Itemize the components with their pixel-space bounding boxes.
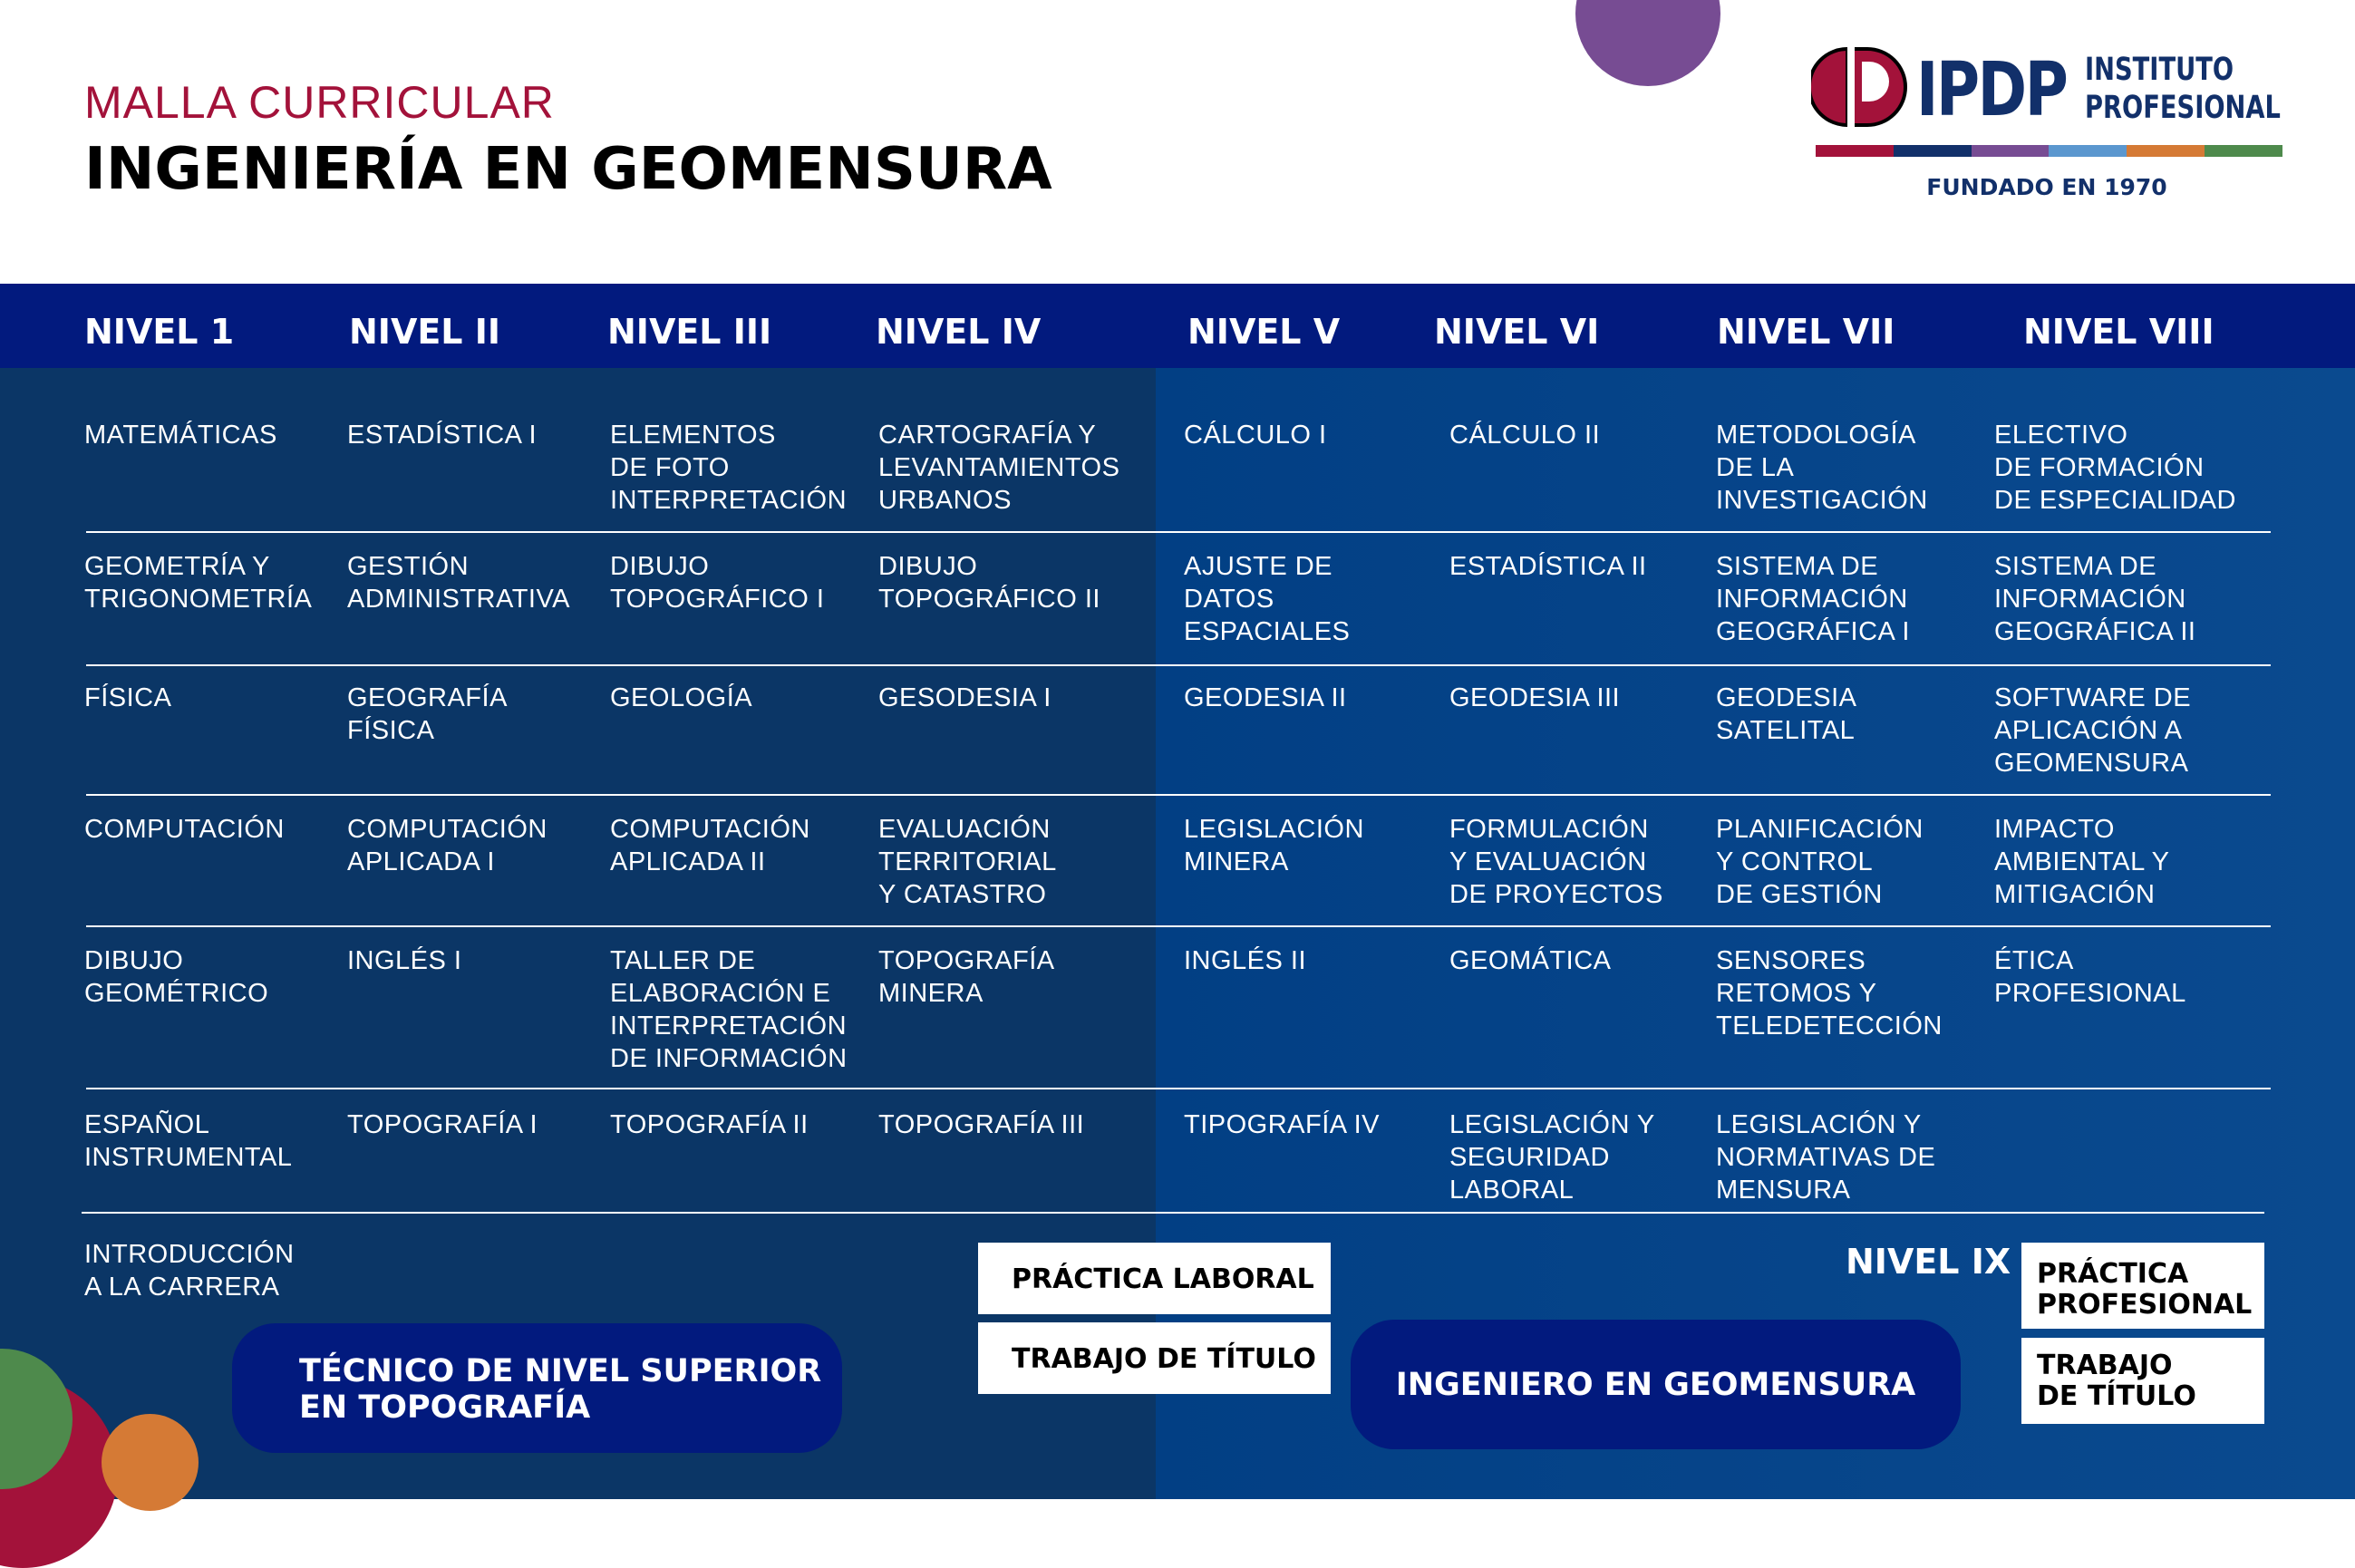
course-cell (84, 813, 285, 846)
course-line: RETOMOS Y (1716, 979, 1877, 1008)
course-cell (1716, 1108, 1935, 1206)
course-line: TOPOGRÁFICO I (610, 585, 825, 614)
logo-stripe-segment (2205, 145, 2282, 157)
course-cell (1449, 1108, 1655, 1206)
box-line: PRÁCTICA (2037, 1258, 2189, 1290)
course-cell (347, 419, 537, 451)
course-line: ELEMENTOS (610, 421, 776, 450)
degree-line: TÉCNICO DE NIVEL SUPERIOR (299, 1353, 822, 1389)
course-cell (347, 682, 508, 747)
course-cell (1994, 550, 2195, 648)
logo-stripe-segment (1894, 145, 1972, 157)
course-line: TOPOGRAFÍA (878, 946, 1055, 975)
course-line: TOPOGRAFÍA II (610, 1110, 809, 1139)
course-line: DATOS (1184, 585, 1274, 614)
course-line: FÍSICA (347, 716, 435, 745)
course-cell (1449, 813, 1663, 911)
course-line: AJUSTE DE (1184, 552, 1333, 581)
course-cell (1716, 682, 1857, 747)
logo-founded-text: FUNDADO EN 1970 (1926, 174, 2167, 200)
course-line: COMPUTACIÓN (610, 815, 810, 844)
course-cell (347, 550, 570, 615)
course-cell (1994, 813, 2170, 911)
course-line: INVESTIGACIÓN (1716, 486, 1928, 515)
course-line: APLICACIÓN A (1994, 716, 2183, 745)
course-line: GESTIÓN (347, 552, 470, 581)
course-cell (1184, 419, 1327, 451)
course-line: EVALUACIÓN (878, 815, 1051, 844)
course-line: DE GESTIÓN (1716, 880, 1883, 909)
course-line: ADMINISTRATIVA (347, 585, 570, 614)
course-line: TRIGONOMETRÍA (84, 585, 313, 614)
course-cell (878, 419, 1119, 517)
course-cell (84, 550, 312, 615)
course-cell (1994, 944, 2186, 1010)
box-line: TRABAJO (2037, 1350, 2173, 1381)
course-cell (1184, 813, 1364, 878)
course-intro (84, 1238, 295, 1303)
course-line: GEOGRÁFICA I (1716, 617, 1910, 646)
level-header-1: NIVEL 1 (84, 312, 235, 352)
course-line: MITIGACIÓN (1994, 880, 2156, 909)
course-line: GEOMENSURA (1994, 749, 2189, 778)
course-line: DE LA (1716, 453, 1795, 482)
practica-profesional-box (2021, 1243, 2264, 1329)
course-line: AMBIENTAL Y (1994, 847, 2170, 876)
degree-tecnico-pill (232, 1323, 842, 1453)
course-line: ESTADÍSTICA I (347, 421, 538, 450)
course-line: TOPOGRAFÍA I (347, 1110, 538, 1139)
course-cell (878, 1108, 1084, 1141)
course-line: DE FORMACIÓN (1994, 453, 2205, 482)
course-cell (878, 813, 1057, 911)
course-line: GEOGRÁFICA II (1994, 617, 2196, 646)
course-cell (347, 1108, 538, 1141)
levels-header-bar (0, 284, 2355, 368)
course-line: CÁLCULO I (1184, 421, 1327, 450)
course-line: DIBUJO (610, 552, 710, 581)
course-cell (878, 550, 1100, 615)
course-line: URBANOS (878, 486, 1012, 515)
row-divider (86, 1088, 2271, 1089)
course-cell (84, 944, 268, 1010)
course-cell (610, 944, 848, 1075)
course-cell (1449, 419, 1600, 451)
row-divider (86, 531, 2271, 533)
course-line: ELECTIVO (1994, 421, 2128, 450)
row-divider (86, 925, 2271, 927)
logo-stripe-segment (1972, 145, 2050, 157)
course-line: LEGISLACIÓN Y (1716, 1110, 1922, 1139)
row-divider (82, 1212, 2264, 1214)
page-title: INGENIERÍA EN GEOMENSURA (84, 136, 1052, 203)
course-line: INFORMACIÓN (1994, 585, 2186, 614)
level-header-2: NIVEL II (349, 312, 501, 352)
course-line: DIBUJO (878, 552, 978, 581)
level-header-7: NIVEL VII (1717, 312, 1895, 352)
course-line: INTRODUCCIÓN (84, 1240, 295, 1269)
trabajo-titulo-ix-box (2021, 1338, 2264, 1424)
course-cell (347, 813, 548, 878)
course-line: CARTOGRAFÍA Y (878, 421, 1097, 450)
course-cell (1449, 682, 1620, 714)
level-header-8: NIVEL VIII (2023, 312, 2214, 352)
course-line: MATEMÁTICAS (84, 421, 277, 450)
logo-stripe-segment (1816, 145, 1894, 157)
course-line: GEOMÁTICA (1449, 946, 1612, 975)
course-cell (1184, 550, 1350, 648)
decorative-circle-orange (102, 1414, 199, 1511)
course-line: TOPOGRÁFICO II (878, 585, 1100, 614)
level-header-4: NIVEL IV (876, 312, 1042, 352)
course-line: SISTEMA DE (1994, 552, 2157, 581)
course-line: INSTRUMENTAL (84, 1143, 293, 1172)
box-line: PROFESIONAL (2037, 1289, 2253, 1321)
course-line: Y CATASTRO (878, 880, 1047, 909)
course-line: TALLER DE (610, 946, 756, 975)
page-subtitle: MALLA CURRICULAR (84, 77, 555, 128)
course-line: MENSURA (1716, 1176, 1851, 1205)
course-cell (610, 813, 810, 878)
course-cell (610, 419, 847, 517)
course-line: DE PROYECTOS (1449, 880, 1663, 909)
course-line: SISTEMA DE (1716, 552, 1879, 581)
course-line: FORMULACIÓN (1449, 815, 1649, 844)
logo-line-2: PROFESIONAL (2085, 90, 2281, 126)
logo-stripe-segment (2049, 145, 2127, 157)
logo-institute-text (2085, 51, 2281, 127)
course-line: GEOMETRÍA Y (84, 552, 270, 581)
course-line: SEGURIDAD (1449, 1143, 1610, 1172)
logo-color-stripe (1816, 145, 2282, 157)
row-divider (86, 664, 2271, 666)
course-cell (1716, 813, 1924, 911)
course-cell (1184, 1108, 1380, 1141)
course-line: IMPACTO (1994, 815, 2115, 844)
trabajo-titulo-box (978, 1322, 1331, 1394)
course-line: METODOLOGÍA (1716, 421, 1916, 450)
course-line: FÍSICA (84, 683, 172, 712)
course-cell (610, 1108, 809, 1141)
course-line: NORMATIVAS DE (1716, 1143, 1936, 1172)
course-line: INGLÉS II (1184, 946, 1307, 975)
degree-line: EN TOPOGRAFÍA (299, 1389, 591, 1426)
course-line: DE INFORMACIÓN (610, 1044, 848, 1073)
course-line: GEOLOGÍA (610, 683, 753, 712)
course-line: ELABORACIÓN E (610, 979, 831, 1008)
course-cell (84, 682, 171, 714)
course-line: TELEDETECCIÓN (1716, 1011, 1943, 1040)
level-header-6: NIVEL VI (1434, 312, 1600, 352)
course-line: GEOGRAFÍA (347, 683, 508, 712)
course-line: COMPUTACIÓN (84, 815, 285, 844)
level-header-5: NIVEL V (1187, 312, 1341, 352)
ipdp-logo (1811, 45, 2292, 208)
degree-ingeniero-label: INGENIERO EN GEOMENSURA (1395, 1366, 1916, 1403)
course-line: ESPACIALES (1184, 617, 1351, 646)
course-line: CÁLCULO II (1449, 421, 1601, 450)
course-line: LEGISLACIÓN (1184, 815, 1364, 844)
course-line: APLICADA II (610, 847, 766, 876)
course-cell (1449, 944, 1612, 977)
course-cell (610, 682, 752, 714)
course-line: INGLÉS I (347, 946, 462, 975)
course-line: DE FOTO (610, 453, 730, 482)
course-line: APLICADA I (347, 847, 495, 876)
course-cell (1716, 944, 1943, 1042)
course-line: SATELITAL (1716, 716, 1856, 745)
course-line: SOFTWARE DE (1994, 683, 2192, 712)
logo-line-1: INSTITUTO (2085, 52, 2234, 88)
course-cell (1184, 944, 1306, 977)
course-cell (1716, 419, 1928, 517)
ipdp-mark-icon (1811, 45, 1907, 129)
course-cell (610, 550, 824, 615)
course-line: INTERPRETACIÓN (610, 1011, 848, 1040)
course-line: GESODESIA I (878, 683, 1052, 712)
course-cell (1449, 550, 1647, 583)
course-cell (1184, 682, 1347, 714)
box-line: DE TÍTULO (2037, 1380, 2196, 1412)
course-line: LEVANTAMIENTOS (878, 453, 1120, 482)
course-line: GEODESIA II (1184, 683, 1347, 712)
course-line: DE ESPECIALIDAD (1994, 486, 2236, 515)
logo-stripe-segment (2127, 145, 2205, 157)
course-cell (878, 944, 1055, 1010)
course-line: TOPOGRAFÍA III (878, 1110, 1085, 1139)
logo-wordmark: IPDP (1916, 47, 2067, 133)
course-line: DIBUJO (84, 946, 184, 975)
course-line: ESPAÑOL (84, 1110, 210, 1139)
course-line: Y EVALUACIÓN (1449, 847, 1647, 876)
course-line: GEODESIA III (1449, 683, 1621, 712)
course-line: INTERPRETACIÓN (610, 486, 848, 515)
course-cell (1994, 419, 2236, 517)
course-line: ÉTICA (1994, 946, 2074, 975)
course-line: GEOMÉTRICO (84, 979, 269, 1008)
course-line: LABORAL (1449, 1176, 1575, 1205)
course-line: SENSORES (1716, 946, 1866, 975)
course-line: LEGISLACIÓN Y (1449, 1110, 1655, 1139)
row-divider (86, 794, 2271, 796)
course-line: GEODESIA (1716, 683, 1857, 712)
course-cell (84, 1108, 292, 1174)
course-cell (347, 944, 462, 977)
course-line: TERRITORIAL (878, 847, 1057, 876)
nivel-ix-label: NIVEL IX (1846, 1242, 2011, 1282)
course-line: TIPOGRAFÍA IV (1184, 1110, 1380, 1139)
course-cell (84, 419, 277, 451)
course-line: MINERA (1184, 847, 1289, 876)
degree-ingeniero-pill (1351, 1320, 1961, 1449)
practica-laboral-label: PRÁCTICA LABORAL (1012, 1263, 1314, 1295)
course-line: MINERA (878, 979, 984, 1008)
practica-laboral-box (978, 1243, 1331, 1314)
course-line: PLANIFICACIÓN (1716, 815, 1924, 844)
course-line: PROFESIONAL (1994, 979, 2186, 1008)
course-cell (878, 682, 1052, 714)
course-line: Y CONTROL (1716, 847, 1874, 876)
course-line: COMPUTACIÓN (347, 815, 548, 844)
course-line: INFORMACIÓN (1716, 585, 1908, 614)
trabajo-titulo-label: TRABAJO DE TÍTULO (1012, 1343, 1316, 1375)
course-cell (1716, 550, 1910, 648)
course-cell (1994, 682, 2191, 779)
level-header-3: NIVEL III (607, 312, 772, 352)
course-line: A LA CARRERA (84, 1273, 280, 1302)
course-line: ESTADÍSTICA II (1449, 552, 1647, 581)
